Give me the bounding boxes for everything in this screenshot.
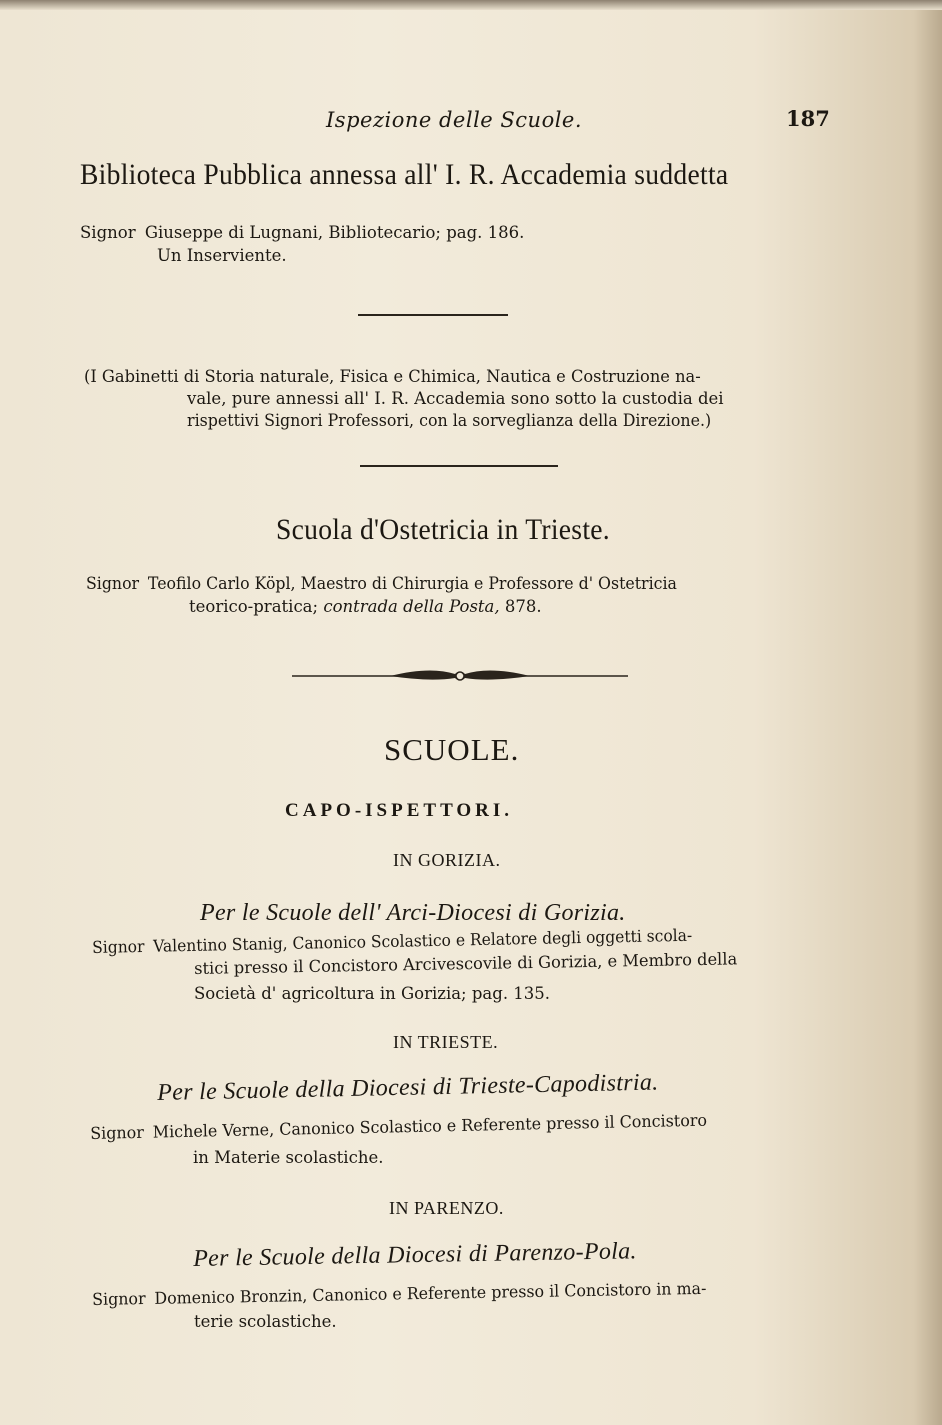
- entry-text: Teofilo Carlo Köpl, Maestro di Chirurgia e Professore d' Ostetricia: [147, 574, 677, 593]
- gabinetti-note-line3: rispettivi Signori Professori, con la sorveglianza della Direzione.): [187, 411, 712, 430]
- parenzo-entry-line1: [92, 1277, 707, 1311]
- parenzo-entry-line2: terie scolastiche.: [194, 1312, 337, 1331]
- entry-text: Michele Verne, Canonico Scolastico e Referente presso il Concistoro: [152, 1110, 708, 1142]
- entry-prefix: Signor: [90, 1122, 145, 1143]
- entry-prefix: Signor: [92, 936, 145, 957]
- entry-text: Valentino Stanig, Canonico Scolastico e Relatore degli oggetti scola-: [152, 925, 693, 956]
- gabinetti-note-line2: vale, pure annessi all' I. R. Accademia sono sotto la custodia dei: [187, 389, 724, 408]
- page-number: 187: [786, 106, 830, 131]
- trieste-entry-line2: in Materie scolastiche.: [193, 1148, 384, 1167]
- entry-text: 878.: [504, 597, 542, 616]
- trieste-entry-line1: [90, 1109, 707, 1145]
- ornamental-divider: [290, 660, 630, 688]
- entry-prefix: Signor: [92, 1289, 146, 1309]
- biblioteca-title: Biblioteca Pubblica annessa all' I. R. Accademia suddetta: [80, 158, 729, 191]
- entry-prefix: Signor: [86, 574, 140, 593]
- section-divider: [360, 465, 558, 467]
- page-top-edge: [0, 0, 942, 10]
- entry-text: Giuseppe di Lugnani, Bibliotecario; pag. 186.: [144, 223, 525, 242]
- scuole-heading: SCUOLE.: [384, 732, 520, 767]
- diocese-heading-trieste: Per le Scuole della Diocesi di Trieste-Capodistria.: [157, 1069, 659, 1106]
- section-divider: [358, 314, 508, 316]
- gorizia-entry-line3: Società d' agricoltura in Gorizia; pag. 135.: [194, 984, 551, 1003]
- capo-ispettori-heading: CAPO-ISPETTORI.: [285, 800, 514, 821]
- running-head: Ispezione delle Scuole.: [326, 108, 583, 132]
- city-heading-parenzo: IN PARENZO.: [389, 1198, 504, 1218]
- address-italic: contrada della Posta,: [323, 597, 500, 616]
- biblioteca-entry-line1: [80, 221, 524, 244]
- entry-text: Domenico Bronzin, Canonico e Referente presso il Concistoro in ma-: [154, 1278, 707, 1308]
- ostetricia-entry-line2: [189, 595, 542, 618]
- entry-text: teorico-pratica;: [189, 597, 319, 616]
- gorizia-entry-line2: stici presso il Concistoro Arcivescovile di Gorizia, e Membro della: [194, 949, 738, 978]
- city-heading-trieste: IN TRIESTE.: [393, 1032, 499, 1052]
- ostetricia-title: Scuola d'Ostetricia in Trieste.: [276, 513, 610, 546]
- gabinetti-note-line1: (I Gabinetti di Storia naturale, Fisica e Chimica, Nautica e Costruzione na-: [84, 367, 701, 386]
- city-heading-gorizia: IN GORIZIA.: [393, 850, 501, 870]
- biblioteca-entry-line2: Un Inserviente.: [157, 246, 287, 265]
- diocese-heading-parenzo: Per le Scuole della Diocesi di Parenzo-Pola.: [193, 1238, 637, 1272]
- ostetricia-entry-line1: [86, 572, 677, 595]
- diocese-heading-gorizia: Per le Scuole dell' Arci-Diocesi di Gorizia.: [200, 900, 626, 926]
- entry-prefix: Signor: [80, 223, 136, 242]
